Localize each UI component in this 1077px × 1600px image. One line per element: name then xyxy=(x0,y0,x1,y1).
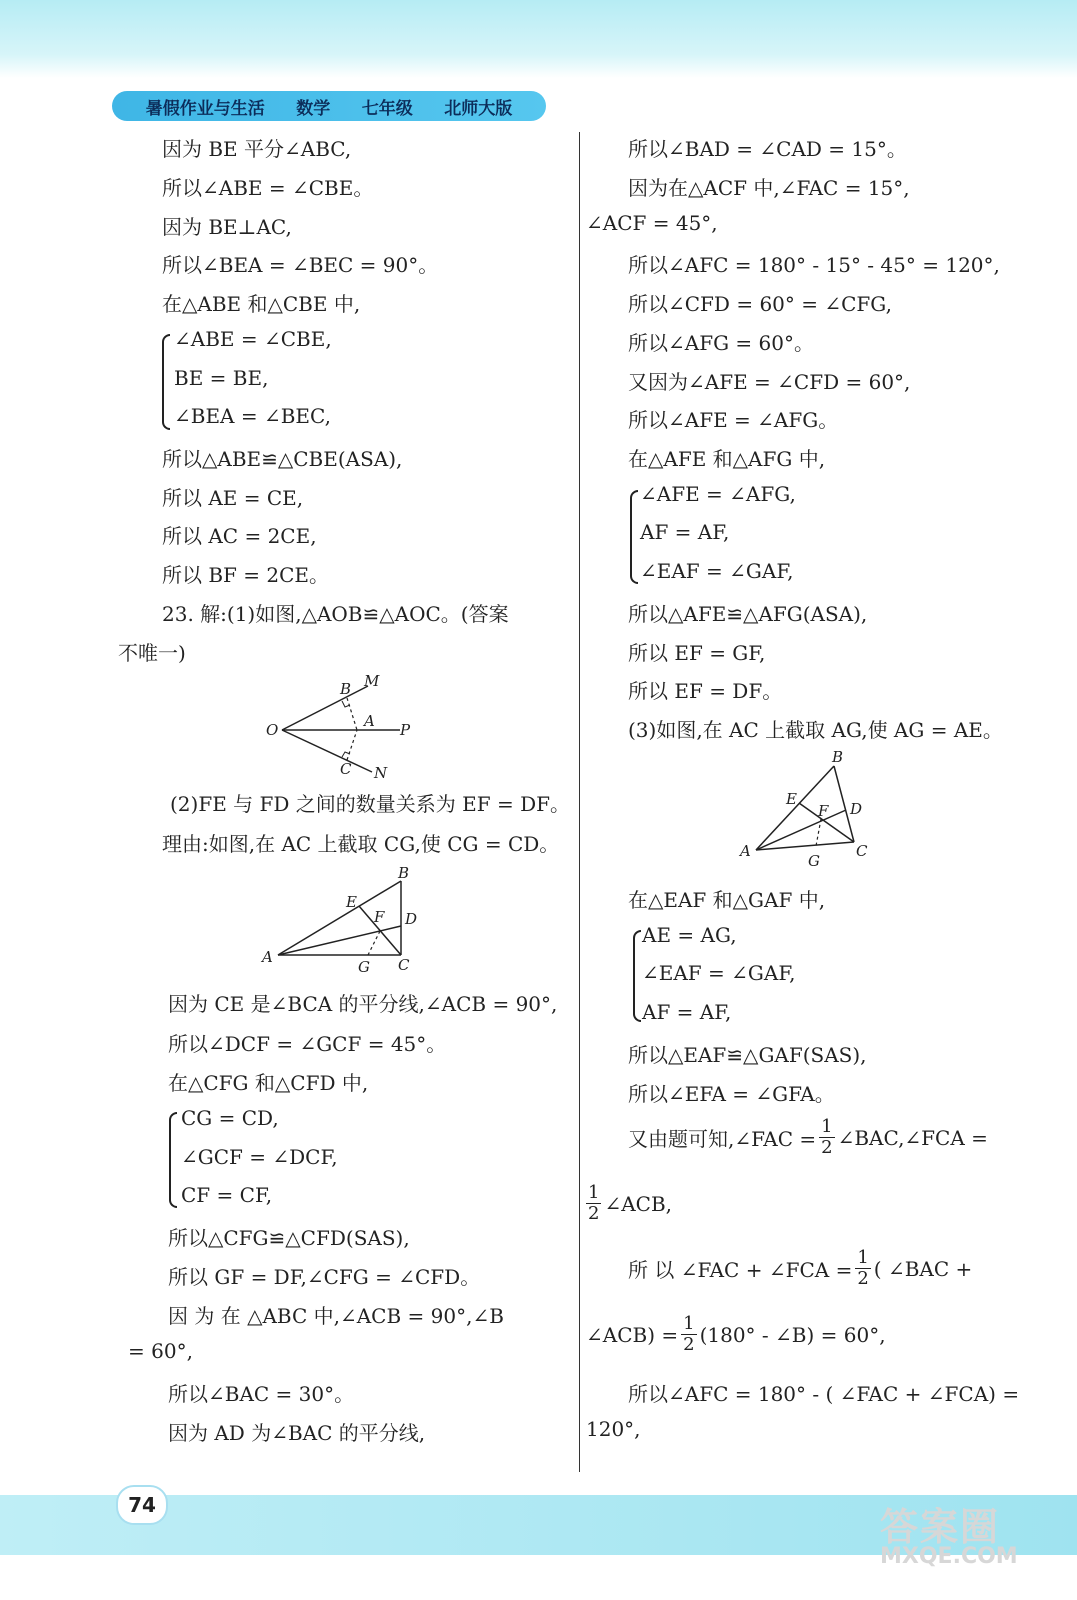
label-O: O xyxy=(266,721,279,739)
text-line: 所以△ABE≌△CBE(ASA), xyxy=(162,447,403,471)
label-C: C xyxy=(398,956,410,974)
text-line: ∠EAF = ∠GAF, xyxy=(640,559,794,583)
text-line: = 60°, xyxy=(128,1339,193,1363)
text-line: 不唯一) xyxy=(118,641,186,665)
label-B: B xyxy=(832,748,844,766)
text-line: (2)FE 与 FD 之间的数量关系为 EF = DF。 xyxy=(170,792,571,816)
text-line: 所以∠AFC = 180° - 15° - 45° = 120°, xyxy=(628,253,1000,277)
label-A: A xyxy=(364,712,375,730)
label-D: D xyxy=(850,800,863,818)
label-N: N xyxy=(374,764,388,782)
text-line: CG = CD, xyxy=(181,1106,279,1130)
fraction-numerator: 1 xyxy=(821,1116,833,1137)
text-line: 因为 AD 为∠BAC 的平分线, xyxy=(168,1421,426,1445)
text-line: ∠EAF = ∠GAF, xyxy=(642,961,796,985)
top-decor-band xyxy=(0,0,1077,78)
system-brace xyxy=(633,930,641,1022)
system-brace xyxy=(169,1112,177,1208)
watermark-logo xyxy=(880,1496,1040,1586)
text-segment: (180° - ∠B) = 60°, xyxy=(699,1322,886,1347)
text-line: 因为 BE 平分∠ABC, xyxy=(162,137,352,161)
text-line: AF = AF, xyxy=(642,1000,732,1024)
watermark-text: 答案圈 xyxy=(880,1505,1001,1549)
text-line: 因为在△ACF 中,∠FAC = 15°, xyxy=(628,176,910,200)
text-line: ∠AFE = ∠AFG, xyxy=(640,482,796,506)
text-line: 所以∠ABE = ∠CBE。 xyxy=(162,176,374,200)
label-M: M xyxy=(364,672,380,690)
text-line: 因 为 在 △ABC 中,∠ACB = 90°,∠B xyxy=(168,1304,504,1328)
page-number: 74 xyxy=(116,1485,168,1525)
label-G: G xyxy=(358,958,370,976)
text-line: 所以△EAF≌△GAF(SAS), xyxy=(628,1043,867,1067)
text-line: 所以∠AFE = ∠AFG。 xyxy=(628,408,839,432)
text-line: 所以 AC = 2CE, xyxy=(162,524,317,548)
fraction-numerator: 1 xyxy=(588,1182,600,1203)
label-G: G xyxy=(808,852,820,870)
text-line: 因为 BE⊥AC, xyxy=(162,215,292,239)
fraction xyxy=(586,1183,601,1224)
edition-label: 北师大版 xyxy=(444,98,513,119)
label-B: B xyxy=(398,864,410,882)
fraction-denominator: 2 xyxy=(821,1137,833,1158)
text-segment: ( ∠BAC + xyxy=(873,1256,973,1281)
text-line: AF = AF, xyxy=(640,520,730,544)
text-line: CF = CF, xyxy=(181,1183,273,1207)
fraction-line xyxy=(628,1248,972,1289)
fraction-denominator: 2 xyxy=(857,1268,869,1289)
fraction-line xyxy=(586,1314,886,1355)
text-line: 所以∠BAC = 30°。 xyxy=(168,1382,355,1406)
text-line: 又因为∠AFE = ∠CFD = 60°, xyxy=(628,370,911,394)
text-line: AE = AG, xyxy=(642,923,737,947)
fraction-line xyxy=(628,1117,988,1158)
text-segment: ∠ACB, xyxy=(604,1191,673,1216)
text-line: 理由:如图,在 AC 上截取 CG,使 CG = CD。 xyxy=(162,832,560,856)
text-line: 120°, xyxy=(586,1417,641,1441)
text-line: BE = BE, xyxy=(174,366,269,390)
text-line: 所以∠BEA = ∠BEC = 90°。 xyxy=(162,253,439,277)
label-F: F xyxy=(818,802,829,820)
text-line: 在△AFE 和△AFG 中, xyxy=(628,447,826,471)
text-line: ∠ABE = ∠CBE, xyxy=(174,327,332,351)
text-line: 所以∠AFC = 180° - ( ∠FAC + ∠FCA) = xyxy=(628,1382,1020,1406)
text-line: 在△ABE 和△CBE 中, xyxy=(162,292,361,316)
text-line: 所以∠DCF = ∠GCF = 45°。 xyxy=(168,1032,447,1056)
text-line: 所以 AE = CE, xyxy=(162,486,304,510)
text-line: 在△CFG 和△CFD 中, xyxy=(168,1071,369,1095)
watermark-url: MXQE.COM xyxy=(880,1544,1018,1569)
figure-triangle-2 xyxy=(258,862,428,977)
text-line: ∠GCF = ∠DCF, xyxy=(181,1145,338,1169)
text-line: 所以 GF = DF,∠CFG = ∠CFD。 xyxy=(168,1265,481,1289)
text-line: 所以△CFG≌△CFD(SAS), xyxy=(168,1226,410,1250)
column-divider xyxy=(579,132,580,1472)
figure-triangle-3 xyxy=(736,744,876,872)
label-A: A xyxy=(262,948,273,966)
text-line: (3)如图,在 AC 上截取 AG,使 AG = AE。 xyxy=(628,718,1003,742)
text-line: 在△EAF 和△GAF 中, xyxy=(628,888,826,912)
text-line: ∠ACF = 45°, xyxy=(586,211,718,235)
fraction xyxy=(819,1117,834,1158)
figure-angle-bisector xyxy=(260,668,430,783)
fraction-numerator: 1 xyxy=(857,1247,869,1268)
text-line: 所以 EF = DF。 xyxy=(628,679,783,703)
fraction xyxy=(855,1248,870,1289)
text-line: ∠BEA = ∠BEC, xyxy=(174,404,331,428)
label-A: A xyxy=(740,842,751,860)
system-brace xyxy=(162,334,170,430)
text-line: 23. 解:(1)如图,△AOB≌△AOC。(答案 xyxy=(162,602,509,626)
text-line: 所以∠BAD = ∠CAD = 15°。 xyxy=(628,137,907,161)
grade-label: 七年级 xyxy=(361,98,413,119)
text-line: 所以 EF = GF, xyxy=(628,641,766,665)
text-segment: ∠BAC,∠FCA = xyxy=(837,1125,988,1150)
fraction-line xyxy=(586,1183,672,1224)
text-segment: ∠ACB) = xyxy=(586,1322,679,1347)
label-F: F xyxy=(374,908,385,926)
label-C: C xyxy=(856,842,868,860)
label-B: B xyxy=(340,680,352,698)
text-line: 所以△AFE≌△AFG(ASA), xyxy=(628,602,868,626)
label-P: P xyxy=(400,721,411,739)
fraction xyxy=(681,1314,696,1355)
text-line: 所以∠CFD = 60° = ∠CFG, xyxy=(628,292,892,316)
label-C: C xyxy=(340,760,352,778)
text-line: 因为 CE 是∠BCA 的平分线,∠ACB = 90°, xyxy=(168,992,558,1016)
text-line: 所以∠EFA = ∠GFA。 xyxy=(628,1082,835,1106)
page-header xyxy=(112,91,546,121)
system-brace xyxy=(630,490,638,584)
fraction-numerator: 1 xyxy=(683,1313,695,1334)
text-line: 所以∠AFG = 60°。 xyxy=(628,331,814,355)
book-title: 暑假作业与生活 xyxy=(145,98,265,119)
subject-label: 数学 xyxy=(296,98,331,119)
text-segment: 又由题可知,∠FAC = xyxy=(628,1127,817,1151)
fraction-denominator: 2 xyxy=(683,1334,695,1355)
text-segment: 所 以 ∠FAC + ∠FCA = xyxy=(628,1258,853,1282)
text-line: 所以 BF = 2CE。 xyxy=(162,563,330,587)
label-E: E xyxy=(786,790,797,808)
fraction-denominator: 2 xyxy=(588,1203,600,1224)
label-E: E xyxy=(346,893,357,911)
label-D: D xyxy=(405,910,418,928)
